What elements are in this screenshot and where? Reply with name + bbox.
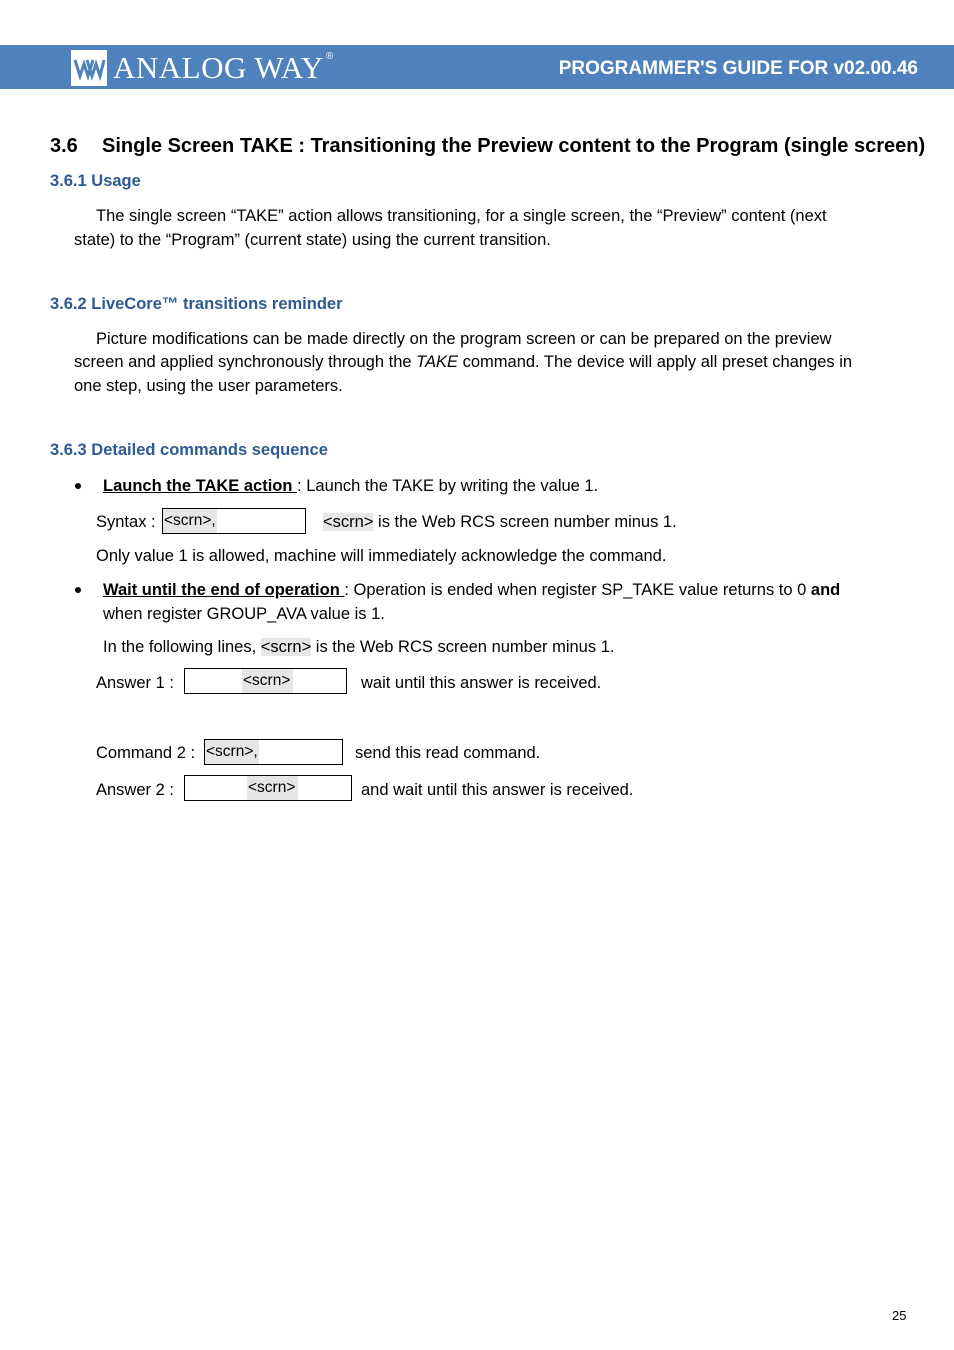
wait-label: Wait until the end of operation bbox=[103, 581, 345, 599]
only-value-note: Only value 1 is allowed, machine will immediately acknowledge the command. bbox=[96, 547, 667, 565]
command2-label: Command 2 : bbox=[96, 744, 196, 762]
page-header bbox=[0, 45, 954, 89]
syntax-command-box: <scrn>, bbox=[162, 508, 306, 534]
answer2-label: Answer 2 : bbox=[96, 781, 174, 799]
logo-registered-mark: ® bbox=[325, 50, 334, 62]
answer2-description: and wait until this answer is received. bbox=[361, 781, 634, 799]
wait-line-2: when register GROUP_AVA value is 1. bbox=[103, 605, 385, 623]
take-emphasis: TAKE bbox=[416, 353, 459, 371]
wait-line-1: Wait until the end of operation : Operation is ended when register SP_TAKE value returns to 0 and bbox=[103, 581, 841, 599]
document-title: PROGRAMMER'S GUIDE FOR v02.00.46 bbox=[558, 58, 918, 79]
answer1-description: wait until this answer is received. bbox=[361, 674, 602, 692]
launch-label: Launch the TAKE action bbox=[103, 477, 298, 495]
sequence-heading: 3.6.3 Detailed commands sequence bbox=[50, 441, 328, 459]
usage-line-2: state) to the “Program” (current state) using the current transition. bbox=[74, 231, 551, 249]
logo-mark-icon bbox=[71, 50, 107, 86]
bullet-wait bbox=[75, 587, 81, 593]
command2-description: send this read command. bbox=[355, 744, 541, 762]
analog-way-logo bbox=[71, 50, 333, 86]
answer2-box: <scrn> bbox=[184, 775, 352, 801]
usage-heading: 3.6.1 Usage bbox=[50, 172, 141, 190]
reminder-line-1: Picture modifications can be made directly on the program screen or can be prepared on the preview bbox=[96, 330, 832, 348]
syntax-label: Syntax : bbox=[96, 513, 156, 531]
logo-text: ANALOG WAY bbox=[113, 50, 324, 85]
reminder-heading: 3.6.2 LiveCore™ transitions reminder bbox=[50, 295, 343, 313]
scrn-description: <scrn> is the Web RCS screen number minus 1. bbox=[323, 513, 677, 531]
launch-line: Launch the TAKE action : Launch the TAKE by writing the value 1. bbox=[103, 477, 599, 495]
usage-line-1: The single screen “TAKE” action allows transitioning, for a single screen, the “Preview” content (next bbox=[96, 207, 827, 225]
page-number: 25 bbox=[892, 1308, 907, 1323]
answer1-label: Answer 1 : bbox=[96, 674, 174, 692]
bullet-launch bbox=[75, 483, 81, 489]
section-title: Single Screen TAKE : Transitioning the Preview content to the Program (single screen) bbox=[102, 135, 926, 157]
section-number: 3.6 bbox=[50, 135, 78, 157]
answer1-box: <scrn> bbox=[184, 668, 347, 694]
reminder-line-3: one step, using the user parameters. bbox=[74, 377, 343, 395]
command2-box: <scrn>, bbox=[204, 739, 343, 765]
reminder-line-2: screen and applied synchronously through the TAKE command. The device will apply all preset changes in bbox=[74, 353, 853, 371]
following-lines-note: In the following lines, <scrn> is the Web RCS screen number minus 1. bbox=[103, 638, 615, 656]
